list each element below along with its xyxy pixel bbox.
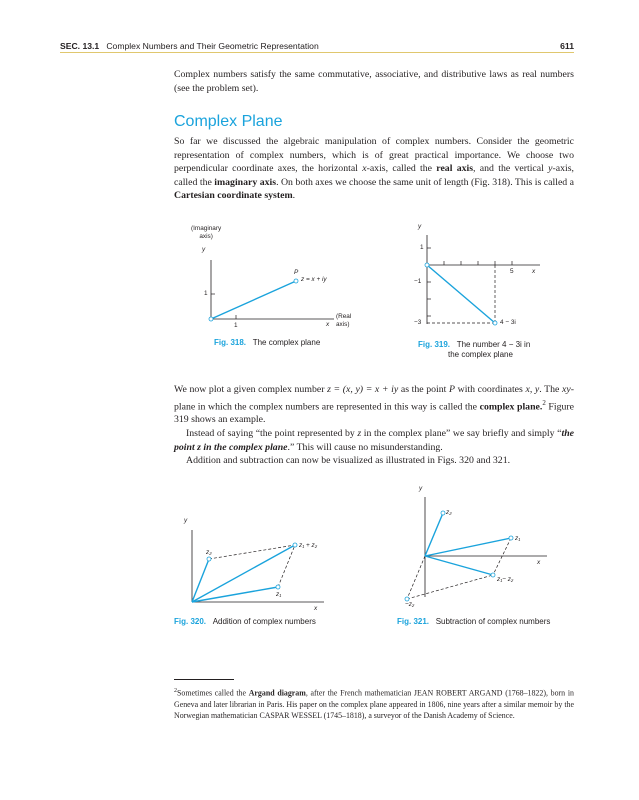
fig318-real-axis-label: (Real axis) [336, 313, 352, 328]
fig320-z1-label: z₁ [276, 591, 282, 598]
fig321-z1-label: z₁ [515, 535, 521, 542]
fig321-diff-vector [425, 556, 493, 575]
intro-paragraph: Complex numbers satisfy the same commutative, associative, and distributive laws as real numbers (see the problem set). [174, 69, 574, 94]
fig321-caption: Fig. 321. Subtraction of complex numbers [397, 617, 551, 626]
fig318-one-x: 1 [234, 322, 238, 329]
fig319-point [493, 321, 497, 325]
fig318-z-eq-label: z = x + iy [301, 276, 327, 283]
figure-318 [174, 220, 374, 350]
section-heading: Complex Plane [174, 113, 283, 130]
figure-321 [397, 485, 587, 635]
fig319-minus-one: −1 [414, 278, 422, 285]
fig320-z2-vector [192, 559, 209, 602]
fig318-y-label: y [202, 246, 206, 253]
fig321-z2-vector [425, 513, 443, 556]
footnote: $^2$Sometimes called the Argand diagram, after the French mathematician JEAN ROBERT ARGAND (1768–1822), born in Geneva and later librarian in Paris. His paper on the complex plane appeared in 1806, nine years after a similar memoir by the Norwegian mathematician CASPAR WESSEL (1745–1818), a surveyor of the Danish Academy of Science. [174, 688, 574, 721]
page-number: 611 [560, 41, 574, 51]
fig319-minus-three: −3 [414, 319, 422, 326]
fig318-point-p [294, 279, 298, 283]
fig318-p-label: P [294, 269, 299, 276]
fig319-y-label: y [418, 223, 422, 230]
fig321-diff-label: z₁− z₂ [497, 576, 514, 583]
fig321-z2-label: z₂ [446, 509, 452, 516]
fig320-y-label: y [184, 517, 188, 524]
fig318-x-label: x [326, 321, 330, 328]
fig320-caption: Fig. 320. Addition of complex numbers [174, 617, 316, 626]
fig319-x-label: x [532, 268, 536, 275]
footnote-rule [174, 679, 234, 680]
fig321-diagram [397, 485, 587, 635]
fig320-z2-label: z₂ [206, 549, 212, 556]
fig318-one-y: 1 [204, 290, 208, 297]
fig321-x-label: x [537, 559, 541, 566]
fig318-vector [211, 281, 296, 319]
fig321-z1-vector [425, 538, 511, 556]
fig321-y-label: y [419, 485, 423, 492]
figure-320 [174, 505, 374, 635]
fig319-five: 5 [510, 268, 514, 275]
fig318-caption: Fig. 318. The complex plane [214, 338, 321, 347]
fig318-imag-axis-label: (Imaginary axis) [191, 225, 222, 240]
running-header [60, 41, 574, 51]
header-rule [60, 52, 574, 53]
fig320-sum-label: z₁ + z₂ [299, 542, 318, 549]
paragraph-1: So far we discussed the algebraic manipulation of complex numbers. Consider the geometric representation of complex numbers, which is of great practical importance. We choose two perpendicular coordinate axes, the horizontal x-axis, called the real axis, and the vertical y-axis, called the imaginary axis. On both axes we choose the same unit of length (Fig. 318). This is called a Cartesian coordinate system. [174, 136, 574, 202]
fig321-neg-z2-label: −z₂ [405, 601, 415, 608]
fig319-caption: Fig. 319. The number 4 − 3i in the complex plane [418, 340, 531, 359]
running-title: Complex Numbers and Their Geometric Representation [106, 41, 319, 51]
fig319-one: 1 [420, 244, 424, 251]
fig320-x-label: x [314, 605, 318, 612]
fig318-origin-point [209, 317, 213, 321]
fig320-diagram [174, 505, 374, 635]
fig319-vector [427, 265, 495, 323]
section-number: SEC. 13.1 [60, 41, 100, 51]
figure-319 [410, 220, 580, 370]
paragraph-2: We now plot a given complex number z = (x, y) = x + iy as the point P with coordinates x, y. The xy-plane in which the complex numbers are represented in this way is called the complex plane.$^2$ Figure 319 shows an example. Instead of saying “the point represented by z in the complex plane” we say briefly and simply “the point z in the complex plane.” This will cause no misunderstanding. Addition and subtraction can now be visualized as illustrated in Figs. 320 and 321. [174, 384, 575, 467]
fig319-point-label: 4 − 3i [500, 319, 516, 326]
